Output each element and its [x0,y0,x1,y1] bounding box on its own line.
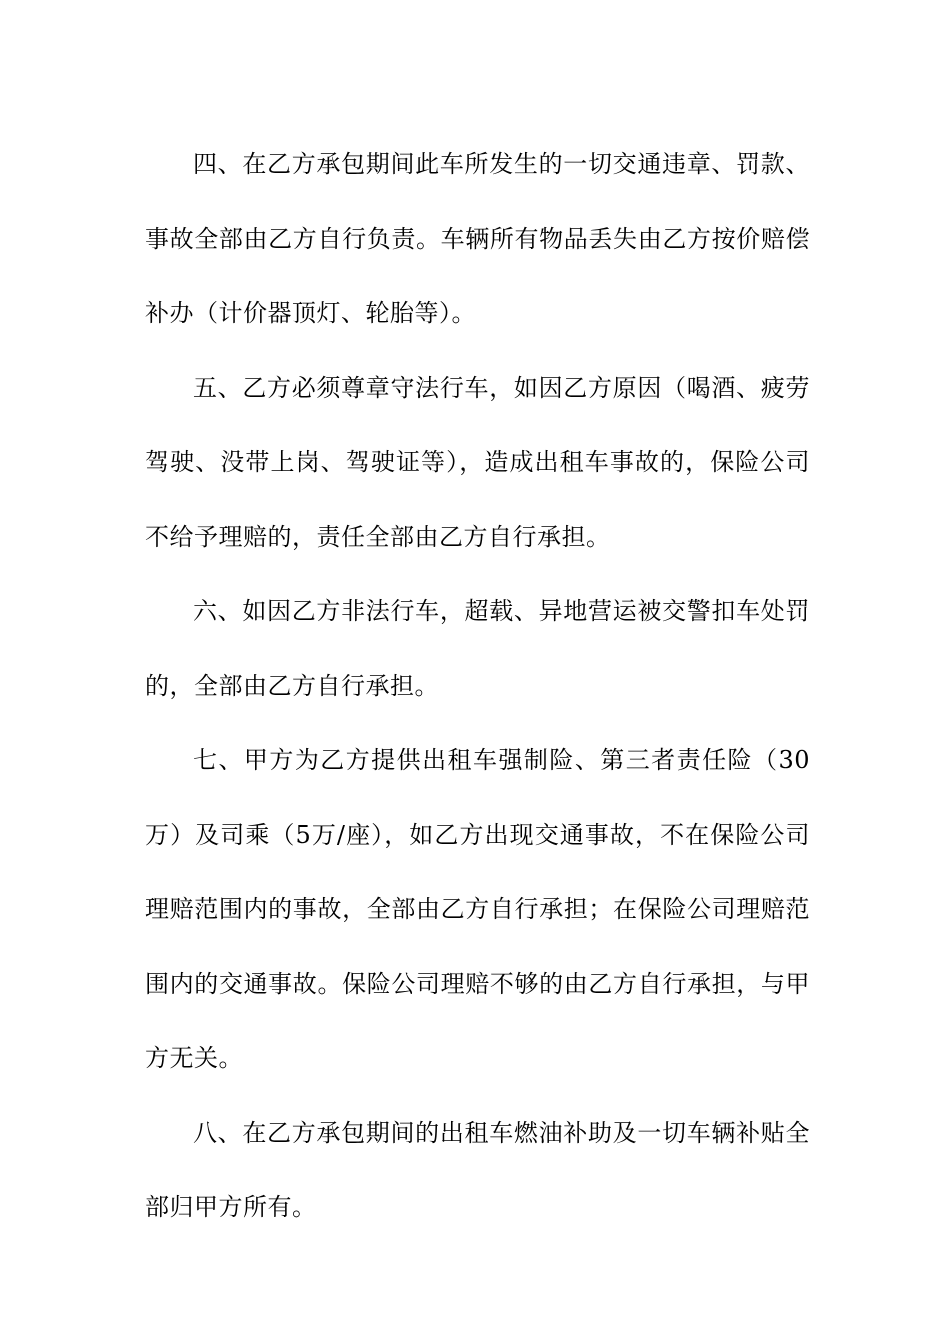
document-body [145,127,810,1245]
clause-7: 七、甲方为乙方提供出租车强制险、第三者责任险（30万）及司乘（5万/座），如乙方出现交通事故，不在保险公司理赔范围内的事故，全部由乙方自行承担；在保险公司理赔范围内的交通事故。保险公司理赔不够的由乙方自行承担，与甲方无关。 [145,746,810,1072]
clause-6: 六、如因乙方非法行车，超载、异地营运被交警扣车处罚的，全部由乙方自行承担。 [145,597,810,700]
clause-5: 五、乙方必须尊章守法行车，如因乙方原因（喝酒、疲劳驾驶、没带上岗、驾驶证等），造成出租车事故的，保险公司不给予理赔的，责任全部由乙方自行承担。 [145,373,810,551]
clause-8: 八、在乙方承包期间的出租车燃油补助及一切车辆补贴全部归甲方所有。 [145,1118,810,1221]
clause-4: 四、在乙方承包期间此车所发生的一切交通违章、罚款、事故全部由乙方自行负责。车辆所有物品丢失由乙方按价赔偿补办（计价器顶灯、轮胎等）。 [145,150,810,327]
